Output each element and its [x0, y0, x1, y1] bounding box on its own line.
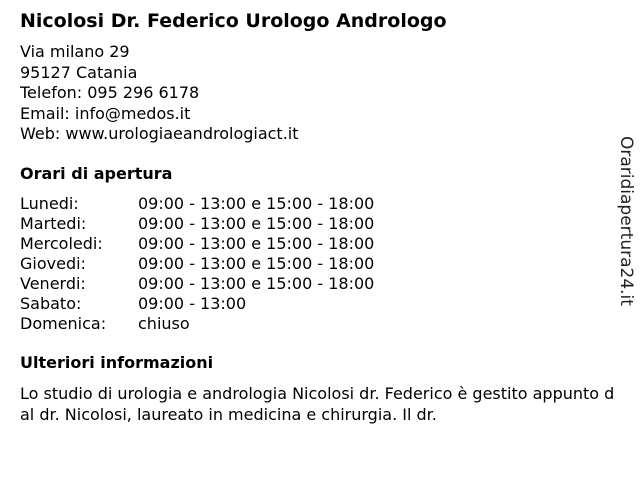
- day-hours: 09:00 - 13:00 e 15:00 - 18:00: [138, 234, 375, 253]
- site-watermark: [612, 136, 640, 308]
- day-label: Mercoledi:: [20, 234, 103, 253]
- day-hours: 09:00 - 13:00 e 15:00 - 18:00: [138, 254, 375, 273]
- day-label: Venerdi:: [20, 274, 86, 293]
- day-label: Giovedi:: [20, 254, 86, 273]
- phone-number[interactable]: Telefon: 095 296 6178: [20, 83, 200, 102]
- address-street: Via milano 29: [20, 42, 130, 61]
- day-label: Martedi:: [20, 214, 87, 233]
- business-name: Nicolosi Dr. Federico Urologo Andrologo: [20, 10, 447, 32]
- more-info-heading: Ulteriori informazioni: [20, 353, 214, 372]
- address-city: 95127 Catania: [20, 62, 138, 82]
- day-hours: 09:00 - 13:00 e 15:00 - 18:00: [138, 274, 375, 293]
- day-hours: 09:00 - 13:00 e 15:00 - 18:00: [138, 214, 375, 233]
- opening-hours-heading: Orari di apertura: [20, 164, 173, 183]
- contact-block: [20, 42, 299, 145]
- day-hours: 09:00 - 13:00 e 15:00 - 18:00: [138, 194, 375, 213]
- day-hours: 09:00 - 13:00: [138, 294, 247, 313]
- day-label: Lunedi:: [20, 194, 79, 213]
- day-label: Domenica:: [20, 314, 107, 333]
- day-label: Sabato:: [20, 294, 82, 313]
- watermark-text: Oraridiapertura24.it: [616, 136, 636, 306]
- website[interactable]: Web: www.urologiaeandrologiact.it: [20, 124, 299, 143]
- day-hours: chiuso: [138, 314, 190, 333]
- more-info-text: Lo studio di urologia e andrologia Nicolosi dr. Federico è gestito appunto dal dr. Nicolosi, laureato in medicina e chirurgia. Il dr.: [20, 384, 615, 424]
- email-address[interactable]: Email: info@medos.it: [20, 103, 191, 123]
